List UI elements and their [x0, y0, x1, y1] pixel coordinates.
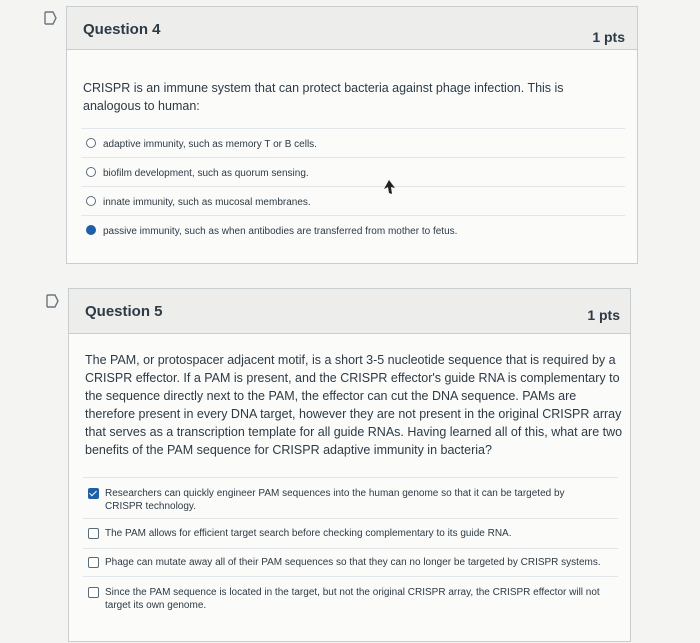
radio-button[interactable] [86, 196, 96, 206]
answer-label: Since the PAM sequence is located in the target, but not the original CRISPR array, the CRISPR effector will not target its own genome. [105, 587, 600, 611]
mouse-cursor-icon [383, 180, 395, 194]
question-header [67, 7, 637, 50]
answer-option[interactable] [81, 157, 625, 186]
answer-label: biofilm development, such as quorum sensing. [103, 168, 309, 179]
question-title: Question 5 [85, 303, 163, 320]
answer-option[interactable] [81, 215, 625, 244]
question-5-card [68, 288, 631, 642]
question-header [69, 289, 630, 334]
radio-button[interactable] [86, 138, 96, 148]
answer-option[interactable] [83, 548, 618, 576]
radio-button-selected[interactable] [86, 225, 96, 235]
answer-option[interactable] [83, 576, 618, 617]
answer-list [83, 477, 618, 617]
flag-question-icon[interactable] [45, 294, 59, 308]
question-points: 1 pts [592, 29, 625, 45]
question-title: Question 4 [83, 21, 161, 38]
checkbox-checked[interactable] [88, 488, 99, 499]
question-points: 1 pts [587, 307, 620, 323]
answer-option[interactable] [81, 128, 625, 157]
answer-label: adaptive immunity, such as memory T or B cells. [103, 139, 317, 150]
answer-option[interactable] [81, 186, 625, 215]
question-text: The PAM, or protospacer adjacent motif, is a short 3-5 nucleotide sequence that is required by a CRISPR effector. If a PAM is present, and the CRISPR effector's guide RNA is complementary to the sequence directly next to the PAM, the effector can cut the DNA sequence. PAMs are therefore present in every DNA target, however they are not present in the original CRISPR array that serves as a transcription template for all guide RNAs. Having learned all of this, what are two benefits of the PAM sequence for CRISPR adaptive immunity in bacteria? [85, 353, 623, 457]
answer-option[interactable] [83, 477, 618, 518]
answer-label: innate immunity, such as mucosal membranes. [103, 197, 311, 208]
checkbox[interactable] [88, 557, 99, 568]
radio-button[interactable] [86, 167, 96, 177]
answer-option[interactable] [83, 518, 618, 548]
answer-list [81, 128, 625, 244]
answer-label: Phage can mutate away all of their PAM sequences so that they can no longer be targeted by CRISPR systems. [105, 557, 601, 568]
answer-label: Researchers can quickly engineer PAM sequences into the human genome so that it can be targeted by CRISPR technology. [105, 488, 565, 512]
question-text: CRISPR is an immune system that can protect bacteria against phage infection. This is analogous to human: [83, 81, 564, 113]
answer-label: The PAM allows for efficient target search before checking complementary to its guide RNA. [105, 528, 512, 539]
flag-question-icon[interactable] [43, 11, 57, 25]
checkbox[interactable] [88, 587, 99, 598]
question-4-card [66, 6, 638, 264]
checkbox[interactable] [88, 528, 99, 539]
answer-label: passive immunity, such as when antibodies are transferred from mother to fetus. [103, 226, 458, 237]
